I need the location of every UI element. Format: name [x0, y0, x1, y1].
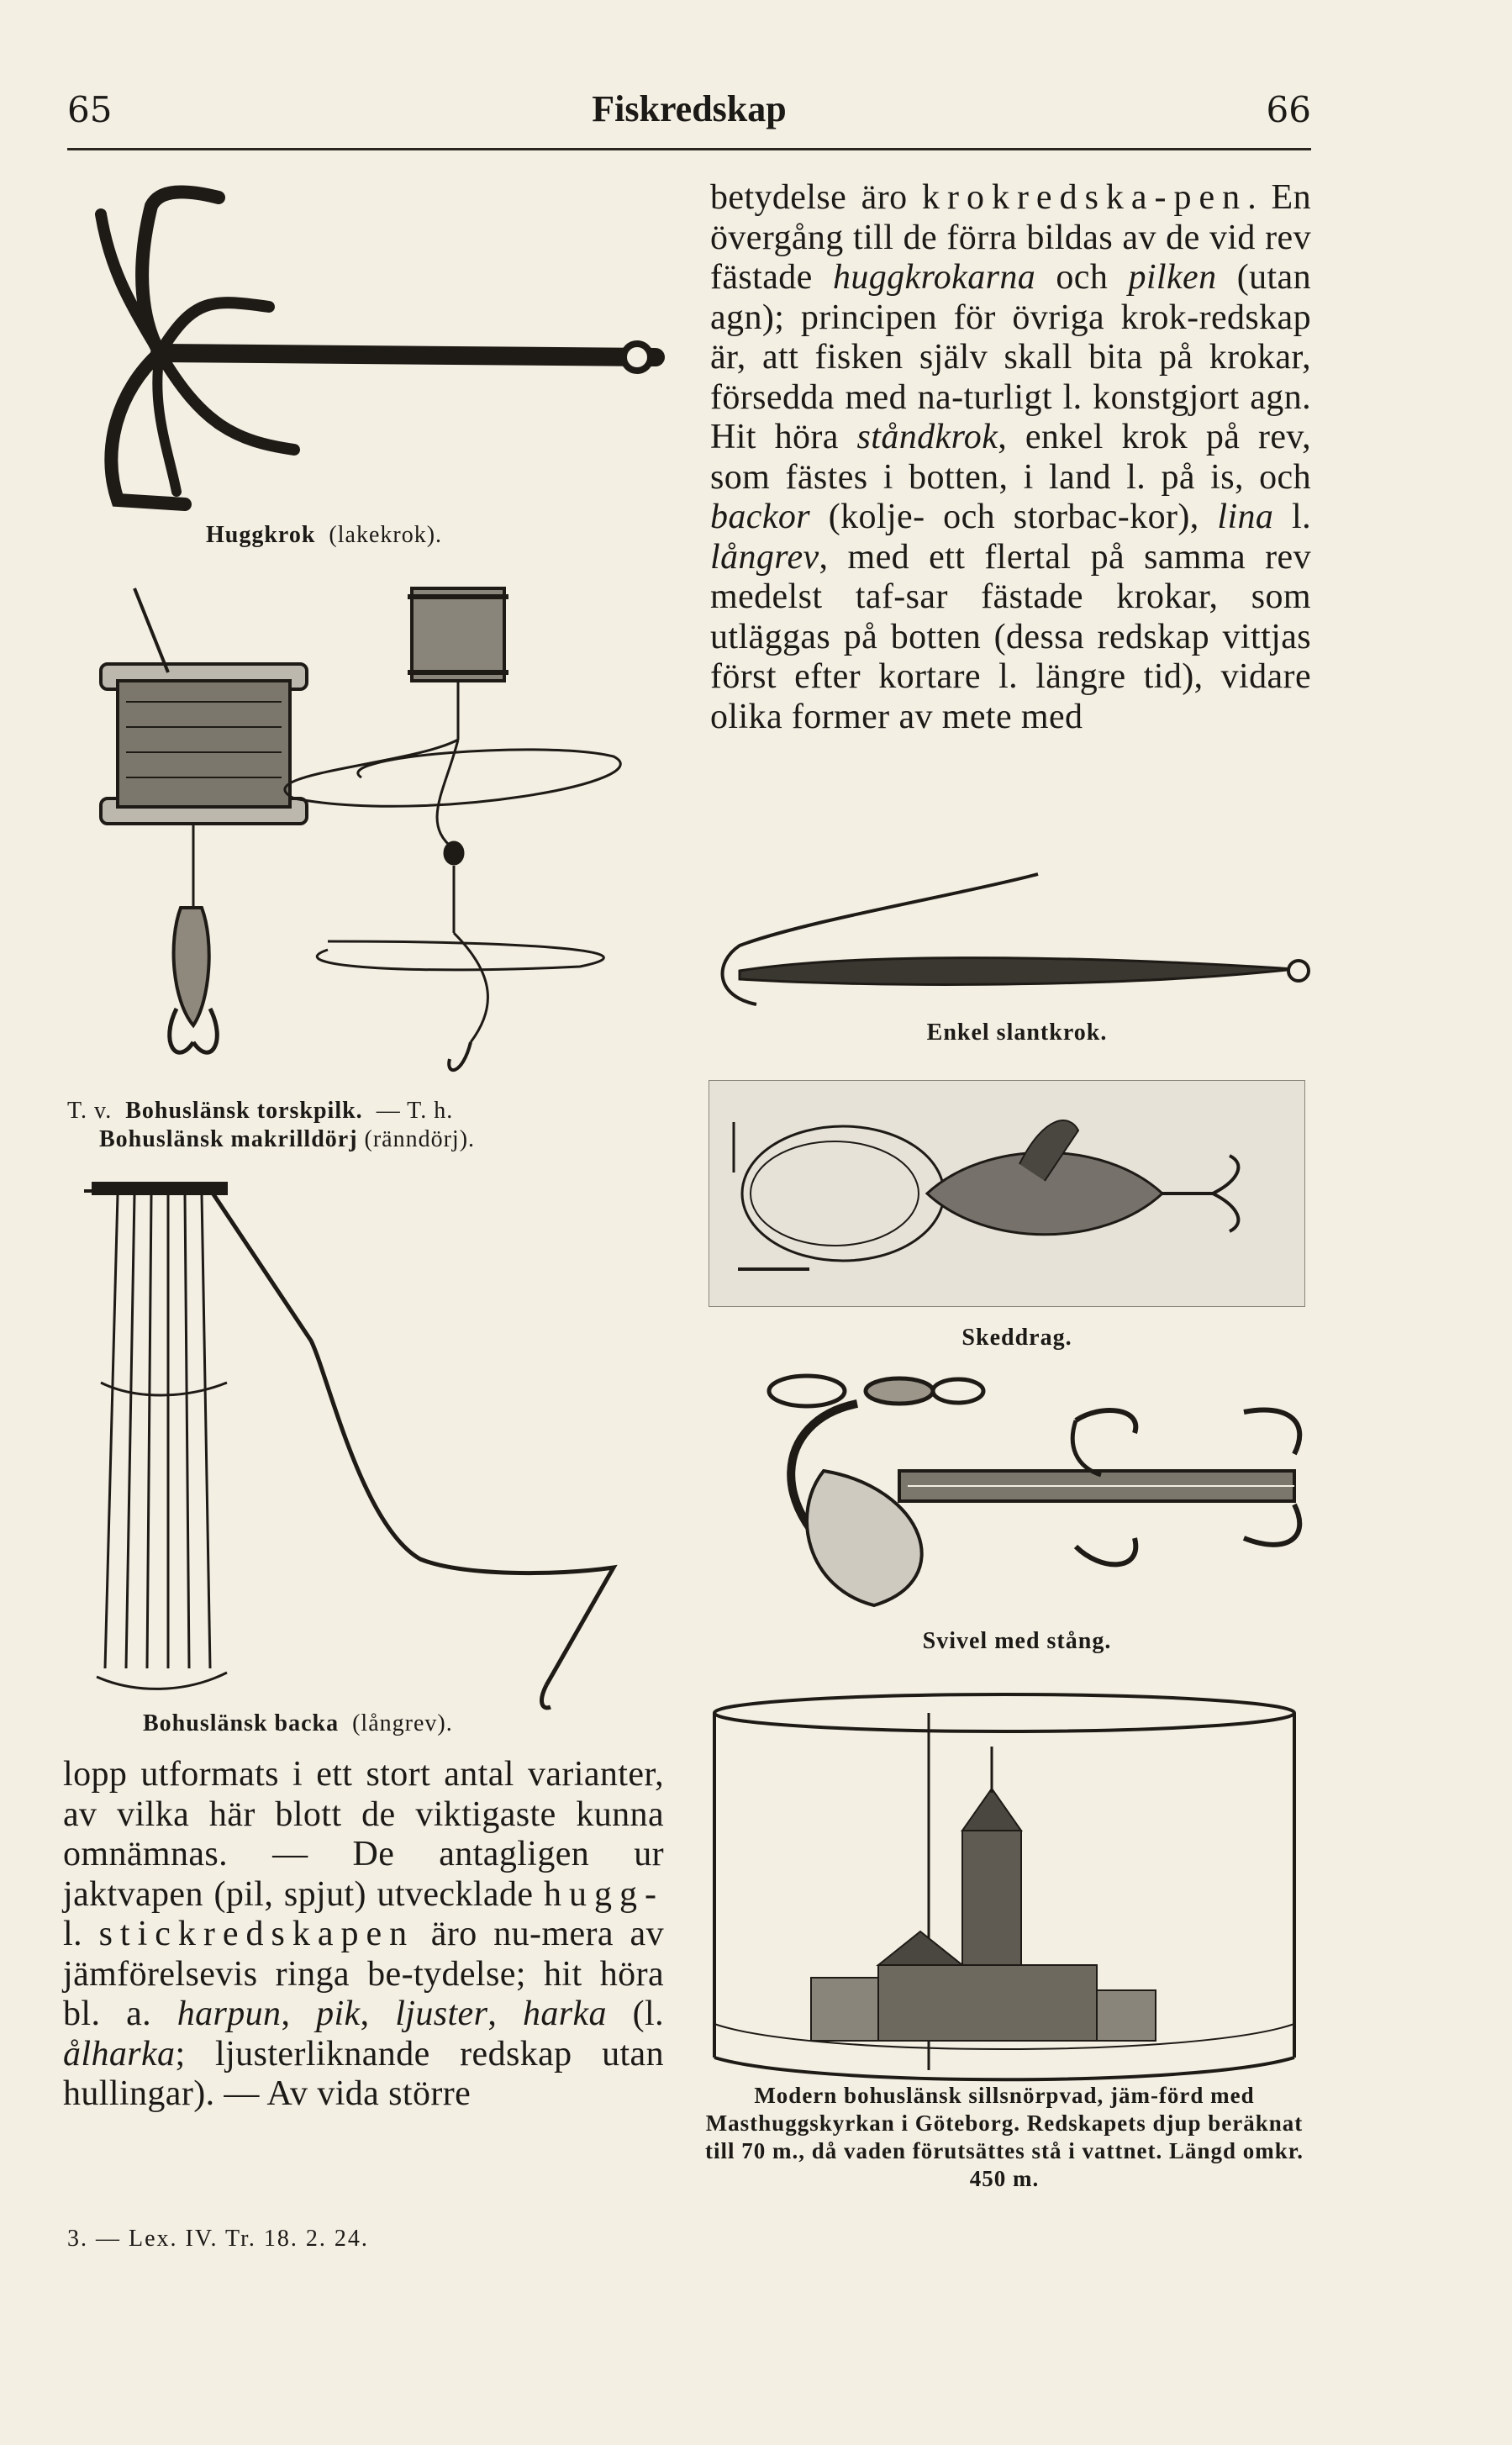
header-rule — [67, 148, 1311, 150]
caption-torskpilk: T. v. Bohuslänsk torskpilk. — T. h. Bohuslänsk makrilldörj (ränndörj). — [67, 1098, 476, 1152]
footer-signature: 3. — Lex. IV. Tr. 18. 2. 24. — [67, 2226, 369, 2252]
caption-slantkrok: Enkel slantkrok. — [926, 1020, 1108, 1046]
caption-svivel: Svivel med stång. — [922, 1628, 1112, 1654]
caption-huggkrok: Huggkrok (lakekrok). — [206, 522, 443, 548]
skeddrag-illustration — [709, 1080, 1305, 1307]
page-title: Fiskredskap — [592, 88, 787, 129]
backa-illustration — [84, 1172, 672, 1710]
page-header — [67, 84, 1311, 143]
left-column-text — [63, 1755, 664, 2115]
torskpilk-illustration — [76, 572, 681, 1093]
caption-backa: Bohuslänsk backa (långrev). — [143, 1710, 453, 1736]
page-number-right: 66 — [1266, 89, 1311, 130]
left-column-paragraph: lopp utformats i ett stort antal varianter, av vilka här blott de viktigaste kunna omnämnas. — De antagligen ur jaktvapen (pil, spjut) utvecklade hugg- l. stickredskapen äro nu-mera av jämförelsevis ringa be-tydelse; hit höra bl. a. harpun, pik, ljuster, harka (l. ålharka; ljusterliknande redskap utan hullingar). — Av vida större — [63, 1755, 664, 2113]
right-column-paragraph: betydelse äro krokredska-pen. En övergång till de förra bildas av de vid rev fästade huggkrokarna och pilken (utan agn); principen för övriga krok-redskap är, att fisken själv skall bita på krokar, försedda med na-turligt l. konstgjort agn. Hit höra ståndkrok, enkel krok på rev, som fästes i botten, i land l. på is, och backor (kolje- och storbac-kor), lina l. långrev, med ett flertal på samma rev medelst taf-sar fästade krokar, som utläggas på botten (dessa redskap vittjas först efter kortare l. längre tid), vidare olika former av mete med — [710, 178, 1311, 736]
slantkrok-illustration — [706, 870, 1320, 1021]
sillsnorpvad-illustration — [710, 1688, 1299, 2087]
caption-sillsnorpvad: Modern bohuslänsk sillsnörpvad, jäm-förd med Masthuggskyrkan i Göteborg. Redskapets djup beräknat till 70 m., då vaden förutsättes stå i vattnet. Längd omkr. 450 m. — [704, 2083, 1304, 2191]
page-number-left: 65 — [67, 89, 113, 130]
caption-skeddrag: Skeddrag. — [961, 1325, 1072, 1351]
svivel-illustration — [706, 1370, 1320, 1631]
huggkrok-illustration — [76, 172, 681, 525]
right-column-text — [710, 178, 1311, 737]
